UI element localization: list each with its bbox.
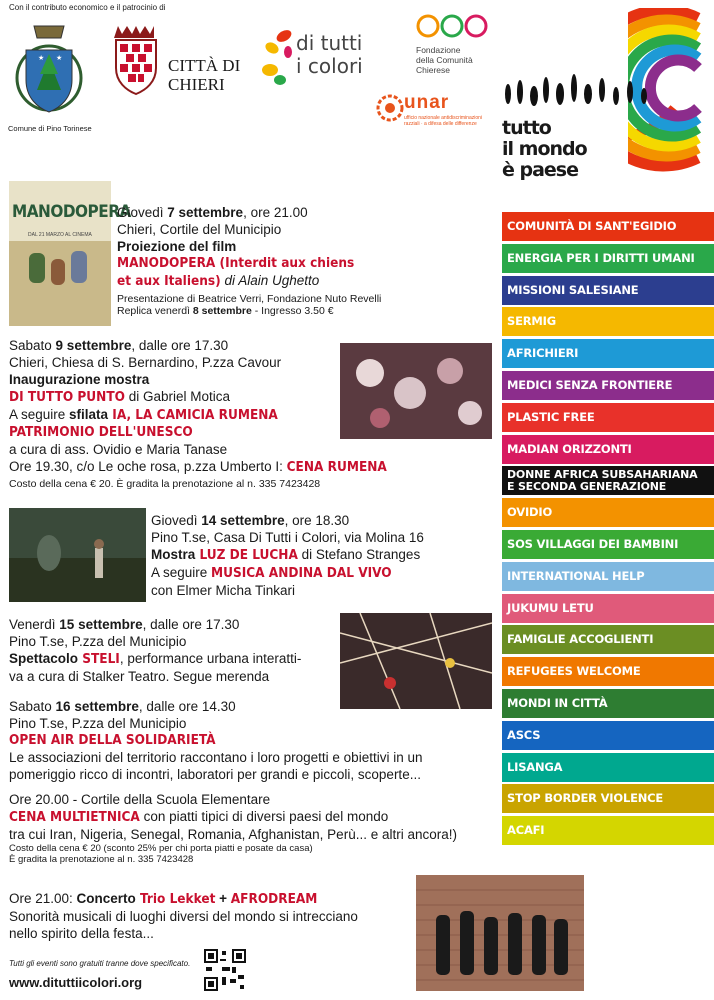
event-4 (9, 616, 301, 685)
e5-dinner: CENA MULTIETNICA con piatti tipici di diversi paesi del mondo (9, 809, 389, 825)
association-item (502, 625, 714, 654)
di-tutti-i-colori-wordmark (296, 32, 363, 78)
association-item (502, 371, 714, 400)
association-label: REFUGEES WELCOME (507, 664, 641, 678)
steli-photo (340, 613, 492, 709)
association-item (502, 721, 714, 750)
association-item (502, 594, 714, 623)
association-label: DONNE AFRICA SUBSAHARIANA (507, 468, 698, 481)
association-item (502, 498, 714, 527)
association-label: MEDICI SENZA FRONTIERE (507, 378, 673, 392)
poster-caption: DAL 21 MARZO AL CINEMA (28, 232, 92, 238)
e5-countries: tra cui Iran, Nigeria, Senegal, Romania, Afghanistan, Perù... e altri ancora!) (9, 827, 457, 842)
association-label: OVIDIO (507, 505, 553, 519)
event-5 (9, 698, 457, 865)
tagline-line2: il mondo (502, 138, 587, 160)
association-label: AFRICHIERI (507, 346, 579, 360)
association-label: SOS VILLAGGI DEI BAMBINI (507, 537, 679, 551)
e3-date: Giovedì 14 settembre, ore 18.30 (151, 513, 350, 528)
e1-presentation: Presentazione di Beatrice Verri, Fondazione Nuto Revelli (117, 293, 382, 305)
event-6 (9, 890, 358, 942)
unar-subtitle: ufficio nazionale antidiscriminazioni razziali · a difesa delle differenze (404, 115, 483, 127)
e5-title: OPEN AIR DELLA SOLIDARIETÀ (9, 732, 216, 748)
sponsor-note: Con il contributo economico e il patrocinio di (9, 3, 166, 12)
unar-wordmark: unar (404, 92, 450, 113)
association-item (502, 466, 714, 495)
e5-desc-1: Le associazioni del territorio raccontano i loro progetti e obiettivi in un (9, 750, 423, 765)
footer-note: Tutti gli eventi sono gratuiti tranne dove specificato. (9, 959, 191, 968)
qr-code[interactable] (204, 949, 246, 991)
event-2 (9, 337, 387, 490)
chieri-line1: CITTÀ DI (168, 56, 241, 75)
svg-text:★: ★ (56, 55, 63, 62)
afrodream-photo (416, 875, 584, 991)
e6-concert: Ore 21.00: Concerto Trio Lekket + AFRODREAM (9, 891, 318, 907)
fcc-line2: della Comunità (416, 55, 473, 65)
e6-desc-1: Sonorità musicali di luoghi diversi del mondo si intrecciano (9, 909, 358, 924)
association-item (502, 435, 714, 464)
poster-title: MANODOPERA (12, 202, 131, 222)
e5-desc-2: pomeriggio ricco di incontri, laboratori per grandi e piccoli, scoperte... (9, 767, 421, 782)
e5-dinner-time: Ore 20.00 - Cortile della Scuola Elementare (9, 792, 271, 807)
association-label: SERMIG (507, 314, 556, 328)
association-label: MISSIONI SALESIANE (507, 283, 639, 297)
e3-artist: con Elmer Micha Tinkari (151, 583, 296, 598)
association-item (502, 657, 714, 686)
e1-place: Chieri, Cortile del Municipio (117, 222, 282, 237)
e5-date: Sabato 16 settembre, dalle ore 14.30 (9, 699, 236, 714)
e5-booking: È gradita la prenotazione al n. 335 7423428 (9, 854, 194, 865)
e4-curated: va a cura di Stalker Teatro. Segue merenda (9, 669, 270, 684)
association-item (502, 403, 714, 432)
pino-torinese-crest (12, 20, 86, 120)
association-item (502, 816, 714, 845)
association-label: INTERNATIONAL HELP (507, 569, 645, 583)
association-item (502, 530, 714, 559)
fcc-line1: Fondazione (416, 45, 461, 55)
chieri-wordmark (168, 56, 240, 94)
association-label: JUKUMU LETU (507, 601, 594, 615)
luz-de-lucha-photo (9, 508, 146, 602)
tagline-line1: tutto (502, 117, 551, 139)
svg-text:★: ★ (38, 55, 45, 62)
e1-title-1: MANODOPERA (Interdit aux chiens (117, 255, 355, 271)
e2-type: Inaugurazione mostra (9, 372, 150, 387)
association-label: STOP BORDER VIOLENCE (507, 791, 664, 805)
e3-place: Pino T.se, Casa Di Tutti i Colori, via Molina 16 (151, 530, 424, 545)
association-item (502, 689, 714, 718)
association-item (502, 244, 714, 273)
event-1 (117, 204, 381, 317)
e4-show: Spettacolo STELI, performance urbana interatti- (9, 651, 302, 667)
association-item (502, 212, 714, 241)
association-label: FAMIGLIE ACCOGLIENTI (507, 632, 654, 646)
e2-unesco: PATRIMONIO DELL'UNESCO (9, 424, 193, 440)
e5-cost: Costo della cena € 20 (sconto 25% per chi porta piatti e posate da casa) (9, 843, 313, 854)
e2-curated: a cura di ass. Ovidio e Maria Tanase (9, 442, 228, 457)
e2-cost: Costo della cena € 20. È gradita la prenotazione al n. 335 7423428 (9, 478, 321, 490)
e1-date: Giovedì 7 settembre, ore 21.00 (117, 205, 308, 220)
e1-replica: Replica venerdì 8 settembre - Ingresso 3.50 € (117, 305, 334, 317)
e1-title-2: et aux Italiens) di Alain Ughetto (117, 273, 320, 289)
event-3 (151, 512, 424, 599)
fondazione-text (416, 45, 473, 75)
fcc-line3: Chierese (416, 65, 451, 75)
association-label: ASCS (507, 728, 541, 742)
e5-place: Pino T.se, P.zza del Municipio (9, 716, 187, 731)
e4-place: Pino T.se, P.zza del Municipio (9, 634, 187, 649)
e3-exhibit: Mostra LUZ DE LUCHA di Stefano Stranges (151, 547, 421, 563)
tagline-line3: è paese (502, 159, 579, 181)
association-label: ACAFI (507, 823, 545, 837)
e6-desc-2: nello spirito della festa... (9, 926, 154, 941)
association-item (502, 339, 714, 368)
e4-date: Venerdì 15 settembre, dalle ore 17.30 (9, 617, 240, 632)
association-label: ENERGIA PER I DIRITTI UMANI (507, 251, 695, 265)
dtc-line2: i colori (296, 54, 363, 78)
e2-place: Chieri, Chiesa di S. Bernardino, P.zza Cavour (9, 355, 282, 370)
association-label: COMUNITÀ DI SANT'EGIDIO (507, 219, 677, 233)
e2-dinner: Ore 19.30, c/o Le oche rosa, p.zza Umberto I: CENA RUMENA (9, 459, 387, 475)
association-label: MADIAN ORIZZONTI (507, 442, 632, 456)
e1-type: Proiezione del film (117, 239, 237, 254)
e2-title: DI TUTTO PUNTO di Gabriel Motica (9, 389, 230, 405)
pino-caption: Comune di Pino Torinese (8, 124, 92, 133)
e2-date: Sabato 9 settembre, dalle ore 17.30 (9, 338, 229, 353)
chieri-crest (110, 22, 162, 96)
website-link[interactable]: www.dituttiicolori.org (9, 975, 143, 990)
association-item (502, 784, 714, 813)
dtc-line1: di tutti (296, 31, 363, 55)
e3-music: A seguire MUSICA ANDINA DAL VIVO (151, 565, 392, 581)
association-label: MONDI IN CITTÀ (507, 696, 608, 710)
tagline (502, 118, 587, 181)
association-label: LISANGA (507, 760, 563, 774)
association-item (502, 307, 714, 336)
association-item (502, 276, 714, 305)
association-item (502, 562, 714, 591)
chieri-line2: CHIERI (168, 75, 225, 94)
association-item (502, 753, 714, 782)
e2-fashion: A seguire sfilata IA, LA CAMICIA RUMENA (9, 407, 278, 423)
association-label: PLASTIC FREE (507, 410, 595, 424)
association-label-line2: E SECONDA GENERAZIONE (507, 480, 667, 493)
